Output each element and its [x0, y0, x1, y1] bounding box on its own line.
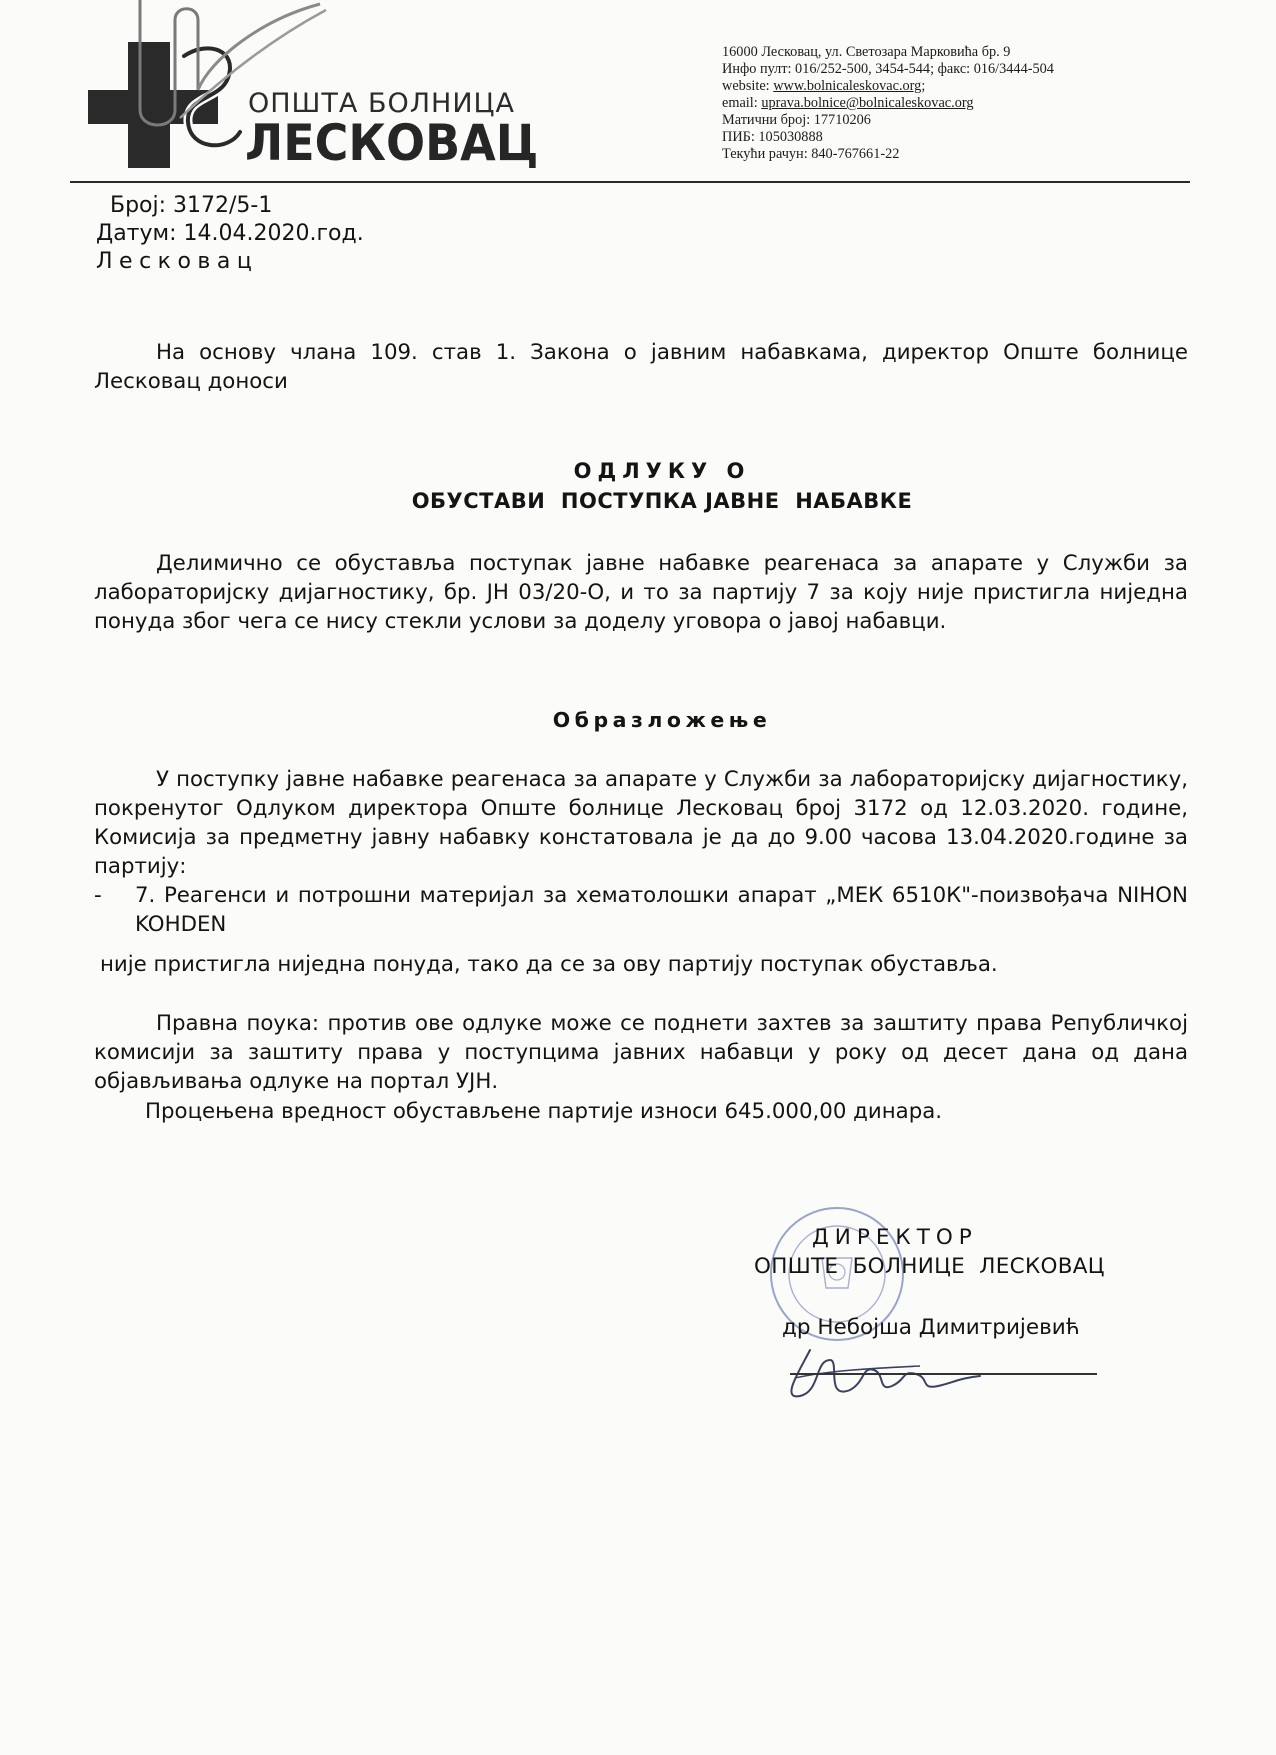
estimated-value: Процењена вредност обустављене партије износи 645.000,00 динара. — [145, 1099, 943, 1124]
reference-block — [96, 192, 364, 276]
email-line — [722, 95, 1122, 112]
decision-paragraph: Делимично се обуставља поступак јавне набавке реагенаса за апарате у Служби за лабораторијску дијагностику, бр. ЈН 03/20-О, и то за партију 7 за коју није пристигла ниједна понуда због чега се нису стекли услови за доделу уговора о јавој набавци. — [94, 551, 1188, 634]
signatory-name: др Небојша Димитријевић — [782, 1315, 1080, 1340]
document-number: Број: 3172/5-1 — [110, 193, 273, 218]
website-suffix: ; — [921, 78, 926, 94]
website-line — [722, 78, 1122, 95]
document-date: Датум: 14.04.2020.год. — [96, 221, 364, 246]
org-name-line2: ЛЕСКОВАЦ — [245, 114, 539, 172]
website-link[interactable]: www.bolnicaleskovac.org — [773, 78, 922, 94]
lot-item — [94, 881, 1188, 939]
signature-line — [790, 1373, 1097, 1375]
handwritten-signature — [770, 1330, 1000, 1410]
explanation-heading: Образложење — [552, 708, 772, 732]
document-city: Лесковац — [96, 249, 259, 274]
email-link[interactable]: uprava.bolnice@bolnicaleskovac.org — [761, 95, 974, 111]
tax-id: ПИБ: 105030888 — [722, 129, 823, 145]
info-phone: Инфо пулт: 016/252-500, 3454-544; факс: 016/3444-504 — [722, 61, 1054, 77]
contact-block — [722, 44, 1122, 163]
bank-account: Текући рачун: 840-767661-22 — [722, 146, 900, 162]
lot-result: није пристигла ниједна понуда, тако да се за ову партију поступак обуставља. — [100, 952, 998, 977]
decision-title: ОДЛУКУ О — [573, 459, 751, 483]
signatory-title: ДИРЕКТОР — [812, 1225, 978, 1250]
legal-notice: Правна поука: против ове одлуке може се поднети захтев за заштиту права Републичкој комисији за заштиту права у поступцима јавних набавци у року од десет дана од дана објављивања одлуке на портал УЈН. — [94, 1011, 1188, 1094]
explanation-paragraph: У поступку јавне набавке реагенаса за апарате у Служби за лабораторијску дијагностику, покренутог Одлуком директора Опште болнице Лесковац број 3172 од 12.03.2020. године, Комисија за предметну јавну набавку констатовала је да до 9.00 часова 13.04.2020.године за партију: — [94, 767, 1188, 879]
header-divider — [70, 181, 1190, 183]
address: 16000 Лесковац, ул. Светозара Марковића бр. 9 — [722, 44, 1011, 60]
signatory-organization: ОПШТЕ БОЛНИЦЕ ЛЕСКОВАЦ — [754, 1254, 1105, 1279]
lot-item-text: 7. Реагенси и потрошни материјал за хематолошки апарат „МЕК 6510К"-поизвођача NIHON KOHDEN — [135, 883, 1188, 937]
email-label: email: — [722, 95, 762, 111]
intro-paragraph: На основу члана 109. став 1. Закона о јавним набавкама, директор Опште болнице Лесковац доноси — [94, 340, 1188, 394]
website-label: website: — [722, 78, 774, 94]
registration-number: Матични број: 17710206 — [722, 112, 871, 128]
org-name-line1: ОПШТА БОЛНИЦА — [248, 88, 515, 119]
decision-subtitle: ОБУСТАВИ ПОСТУПКА ЈАВНЕ НАБАВКЕ — [411, 489, 913, 513]
list-dash: - — [94, 883, 102, 908]
